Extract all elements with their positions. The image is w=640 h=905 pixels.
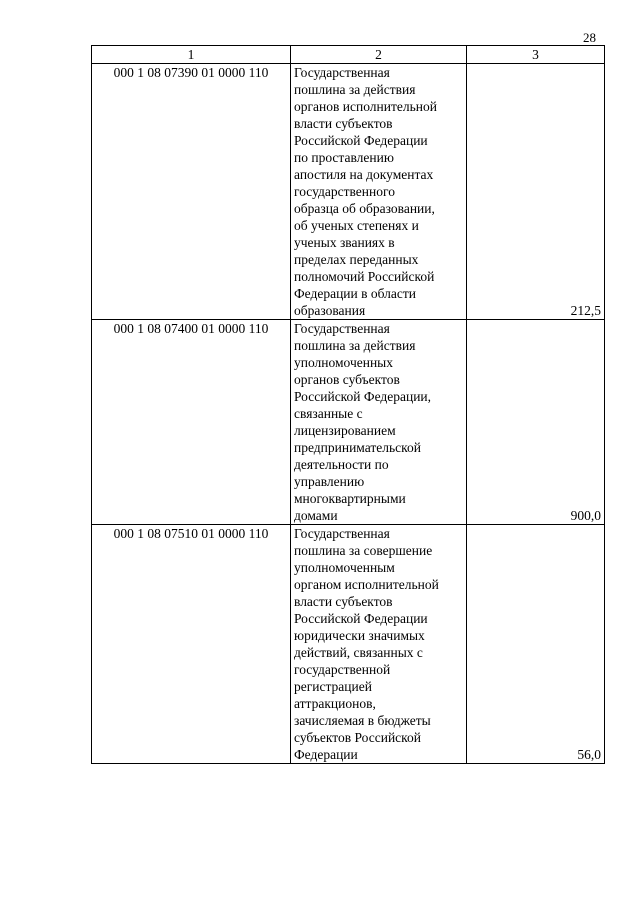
revenue-name-line: юридически значимых [294,628,425,643]
revenue-name-line: управлению [294,474,365,489]
revenue-name-line: зачисляемая в бюджеты [294,713,431,728]
revenue-name-line: органом исполнительной [294,577,439,592]
revenue-name-line: связанные с [294,406,363,421]
revenue-name-line: Российской Федерации, [294,389,432,404]
column-header-1: 1 [92,46,291,64]
revenue-name-line: власти субъектов [294,116,393,131]
revenue-name-line: полномочий Российской [294,269,435,284]
revenue-name-line: пошлина за совершение [294,543,433,558]
revenue-name-line: об ученых степенях и [294,218,419,233]
revenue-name-line: государственного [294,184,395,199]
revenue-name-line: Государственная [294,321,390,336]
revenue-name-line: Государственная [294,526,390,541]
revenue-name-line: Федерации в области [294,286,417,301]
revenue-name-line: аттракционов, [294,696,376,711]
table-body [92,64,605,764]
column-header-3: 3 [467,46,605,64]
page-number: 28 [583,30,596,45]
classification-code: 000 1 08 07510 01 0000 110 [92,525,291,764]
revenue-name-line: ученых званиях в [294,235,395,250]
revenue-name-line: государственной [294,662,391,677]
table-header-row [92,46,605,64]
revenue-name-line: пошлина за действия [294,82,416,97]
revenue-name-line: лицензированием [294,423,396,438]
revenue-name-line: апостиля на документах [294,167,434,182]
revenue-name-line: предпринимательской [294,440,422,455]
table-row [92,64,605,320]
amount: 212,5 [467,64,605,320]
revenue-name-line: пошлина за действия [294,338,416,353]
revenue-name-line: регистрацией [294,679,372,694]
classification-code: 000 1 08 07400 01 0000 110 [92,320,291,525]
revenue-name-line: деятельности по [294,457,389,472]
revenue-name-line: уполномоченным [294,560,395,575]
revenue-name-line: Федерации [294,747,358,762]
revenue-name-line: органов субъектов [294,372,400,387]
revenue-name-line: уполномоченных [294,355,393,370]
revenue-name-line: пределах переданных [294,252,419,267]
classification-code: 000 1 08 07390 01 0000 110 [92,64,291,320]
revenue-name-line: действий, связанных с [294,645,423,660]
revenue-name-line: Российской Федерации [294,133,428,148]
revenue-name-line: субъектов Российской [294,730,422,745]
table-row [92,320,605,525]
amount: 56,0 [467,525,605,764]
revenue-name-line: домами [294,508,338,523]
table-row [92,525,605,764]
revenue-name [291,64,467,320]
revenue-name-line: многоквартирными [294,491,406,506]
revenue-name-line: образования [294,303,366,318]
revenue-name-line: по проставлению [294,150,394,165]
revenue-name-line: образца об образовании, [294,201,435,216]
revenue-name-line: Государственная [294,65,390,80]
revenue-name [291,525,467,764]
budget-revenue-table [91,45,605,764]
revenue-name-line: власти субъектов [294,594,393,609]
column-header-2: 2 [291,46,467,64]
revenue-name [291,320,467,525]
amount: 900,0 [467,320,605,525]
revenue-name-line: органов исполнительной [294,99,437,114]
revenue-name-line: Российской Федерации [294,611,428,626]
